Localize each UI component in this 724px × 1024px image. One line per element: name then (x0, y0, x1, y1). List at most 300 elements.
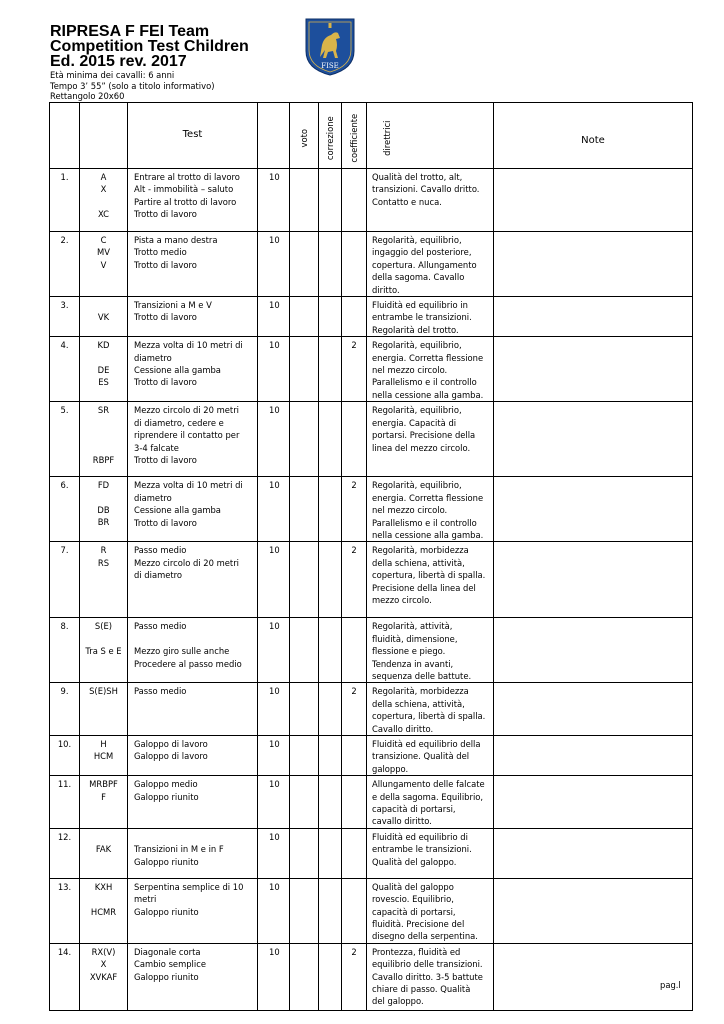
arena-letters (80, 776, 128, 829)
movement-description-line: Mezza volta di 10 metri di (134, 340, 243, 351)
coefficient-value (342, 831, 366, 843)
note-cell (494, 297, 693, 337)
max-score-value: 10 (269, 172, 280, 182)
movement-description-line (134, 633, 257, 645)
movement-description-line: Passo medio (134, 545, 187, 556)
movement-description (128, 618, 258, 683)
movement-number-value: 1. (60, 172, 69, 182)
arena-letters-line: Tra S e E (85, 646, 122, 657)
arena-letters-line: FD (97, 480, 110, 491)
correzione-cell (319, 878, 342, 943)
note-cell (494, 232, 693, 297)
arena-letters-line: BR (97, 517, 110, 528)
movement-description-line: di diametro (134, 570, 183, 581)
max-score-value: 10 (269, 946, 280, 957)
movement-description-line: Galoppo riunito (134, 906, 199, 917)
movement-description-line: Trotto di lavoro (134, 259, 197, 270)
max-score-value: 10 (269, 300, 280, 311)
directive-ideas-line: Fluidità ed equilibrio di (372, 831, 468, 842)
max-score (258, 828, 290, 878)
movement-description (128, 943, 258, 1010)
directive-ideas-line: del galoppo. (372, 996, 424, 1007)
directive-ideas-line: Cavallo diritto. (372, 723, 434, 734)
max-score-value: 10 (269, 686, 280, 697)
directive-ideas (367, 542, 494, 618)
directive-ideas-line: fluidità, dimensione, (372, 633, 458, 644)
max-score-value: 10 (269, 621, 280, 632)
arena-letters-line: H (100, 738, 107, 749)
header-max-cell (258, 103, 290, 169)
page-number: pag.l (660, 980, 681, 990)
movement-number-value: 8. (60, 621, 69, 632)
movement-description-line: Trotto di lavoro (134, 454, 197, 465)
coefficient-value: 2 (351, 545, 357, 556)
movement-description-line: Trotto di lavoro (134, 312, 197, 323)
movement-number (50, 232, 80, 297)
directive-ideas-line: entrambe le transizioni. (372, 844, 472, 855)
fise-logo (298, 15, 362, 77)
note-cell (494, 402, 693, 477)
directive-ideas-line: Regolarità, attività, (372, 621, 453, 632)
directive-ideas-line: copertura, libertà di spalla. (372, 570, 486, 581)
arena-letters-line: RBPF (92, 454, 115, 465)
info-line-arena: Rettangolo 20x60 (50, 91, 125, 101)
coefficient-value (342, 881, 366, 893)
movement-number (50, 735, 80, 775)
voto-cell (290, 735, 319, 775)
max-score (258, 618, 290, 683)
coefficient (342, 878, 367, 943)
table-row (50, 683, 693, 736)
directive-ideas-line: Allungamento delle falcate (372, 779, 485, 790)
arena-letters (80, 297, 128, 337)
arena-letters-line: KXH (94, 881, 113, 892)
movement-number-value: 2. (60, 235, 69, 245)
table-row (50, 337, 693, 402)
voto-cell (290, 232, 319, 297)
table-row (50, 776, 693, 829)
movement-description-line (134, 831, 257, 843)
directive-ideas-line: nel mezzo circolo. (372, 365, 448, 376)
movement-description-line: Mezzo circolo di 20 metri (134, 405, 239, 416)
directive-ideas-line: portarsi. Precisione della (372, 430, 476, 441)
movement-description-line: Galoppo riunito (134, 791, 199, 802)
movement-number (50, 337, 80, 402)
movement-description-line: Galoppo riunito (134, 856, 199, 867)
header-voto: voto (290, 103, 319, 169)
movement-description (128, 542, 258, 618)
movement-description-line: Diagonale corta (134, 946, 201, 957)
coefficient (342, 477, 367, 542)
max-score (258, 232, 290, 297)
directive-ideas-line: Parallelismo e il controllo (372, 517, 477, 528)
correzione-cell (319, 232, 342, 297)
coefficient-value: 2 (351, 686, 357, 697)
arena-letters-line: X (100, 184, 107, 195)
note-cell (494, 169, 693, 232)
directive-ideas-line: Regolarità, equilibrio, (372, 235, 462, 245)
movement-number (50, 828, 80, 878)
directive-ideas-line: transizione. Qualità del (372, 751, 470, 762)
directive-ideas-line: energia. Capacità di (372, 417, 457, 428)
correzione-cell (319, 943, 342, 1010)
directive-ideas (367, 169, 494, 232)
header-direttrici: direttrici (367, 103, 494, 169)
movement-number (50, 402, 80, 477)
voto-cell (290, 297, 319, 337)
arena-letters-line: MV (97, 247, 110, 258)
movement-number-value: 5. (60, 405, 69, 416)
movement-description-line: Galoppo medio (134, 779, 198, 790)
directive-ideas-line: ingaggio del posteriore, (372, 247, 472, 258)
note-cell (494, 828, 693, 878)
max-score-value: 10 (269, 779, 280, 790)
directive-ideas-line: capacità di portarsi, (372, 906, 456, 917)
directive-ideas-line: transizioni. Cavallo dritto. (372, 184, 480, 195)
directive-ideas-line: Regolarità, equilibrio, (372, 405, 462, 416)
directive-ideas-line: Contatto e nuca. (372, 196, 442, 207)
max-score (258, 878, 290, 943)
coefficient (342, 337, 367, 402)
directive-ideas-line: energia. Corretta flessione (372, 492, 484, 503)
max-score-value: 10 (269, 738, 280, 749)
movement-number-value: 3. (60, 300, 69, 311)
max-score (258, 297, 290, 337)
movement-description-line: Passo medio (134, 621, 187, 632)
note-cell (494, 477, 693, 542)
directive-ideas-line: copertura. Allungamento (372, 259, 477, 270)
table-row (50, 402, 693, 477)
movement-description (128, 297, 258, 337)
arena-letters (80, 542, 128, 618)
correzione-cell (319, 776, 342, 829)
coefficient (342, 232, 367, 297)
max-score (258, 337, 290, 402)
note-cell (494, 683, 693, 736)
max-score (258, 477, 290, 542)
header-note: Note (494, 103, 693, 169)
directive-ideas-line: fluidità. Precisione del (372, 919, 465, 930)
score-sheet-table (49, 102, 693, 1011)
table-row (50, 828, 693, 878)
voto-cell (290, 776, 319, 829)
voto-cell (290, 542, 319, 618)
coefficient-value: 2 (351, 946, 357, 957)
directive-ideas-line: Regolarità, equilibrio, (372, 340, 462, 351)
arena-letters (80, 683, 128, 736)
arena-letters-line: A (100, 172, 107, 182)
directive-ideas (367, 943, 494, 1010)
coefficient-value: 2 (351, 340, 357, 351)
arena-letters (80, 618, 128, 683)
movement-description-line: Transizioni in M e in F (134, 844, 224, 855)
coefficient (342, 542, 367, 618)
table-row (50, 297, 693, 337)
movement-description-line: Mezzo circolo di 20 metri (134, 557, 239, 568)
directive-ideas-line: Precisione della linea del (372, 582, 476, 593)
movement-description (128, 878, 258, 943)
voto-cell (290, 169, 319, 232)
coefficient-value (342, 404, 366, 416)
movement-description (128, 337, 258, 402)
header-num-cell (50, 103, 80, 169)
directive-ideas-line: Qualità del trotto, alt, (372, 172, 463, 182)
movement-number (50, 776, 80, 829)
directive-ideas (367, 618, 494, 683)
arena-letters (80, 337, 128, 402)
arena-letters-line (80, 417, 127, 429)
voto-cell (290, 477, 319, 542)
arena-letters-line: KD (97, 340, 110, 351)
voto-cell (290, 828, 319, 878)
table-row (50, 878, 693, 943)
movement-description (128, 169, 258, 232)
title-line-3: Ed. 2015 rev. 2017 (50, 53, 187, 70)
movement-number-value: 9. (60, 686, 69, 697)
movement-description-line: Procedere al passo medio (134, 658, 242, 669)
header-letters-cell (80, 103, 128, 169)
arena-letters (80, 943, 128, 1010)
arena-letters (80, 878, 128, 943)
title-line-2: Competition Test Children (50, 38, 249, 55)
directive-ideas-line: Regolarità, morbidezza (372, 686, 469, 697)
correzione-cell (319, 297, 342, 337)
coefficient (342, 943, 367, 1010)
movement-description-line: Pista a mano destra (134, 235, 218, 245)
movement-description-line: riprendere il contatto per (134, 430, 240, 441)
arena-letters-line (80, 492, 127, 504)
max-score (258, 683, 290, 736)
directive-ideas-line: Qualità del galoppo. (372, 856, 457, 867)
directive-ideas-line: della schiena, attività, (372, 698, 465, 709)
directive-ideas-line: Fluidità ed equilibrio della (372, 738, 481, 749)
arena-letters-line: RX(V) (91, 946, 116, 957)
table-row (50, 735, 693, 775)
note-cell (494, 618, 693, 683)
movement-description-line: Trotto di lavoro (134, 377, 197, 388)
movement-description-line: Galoppo di lavoro (134, 738, 208, 749)
arena-letters-line: R (100, 545, 107, 556)
arena-letters-line: VK (97, 312, 110, 323)
voto-cell (290, 337, 319, 402)
directive-ideas-line: capacità di portarsi, (372, 804, 456, 814)
movement-description-line: Trotto di lavoro (134, 517, 197, 528)
arena-letters (80, 735, 128, 775)
correzione-cell (319, 683, 342, 736)
movement-description-line: Partire al trotto di lavoro (134, 196, 237, 207)
movement-description-line: Alt - immobilità – saluto (134, 184, 234, 195)
table-row (50, 169, 693, 232)
directive-ideas-line: Fluidità ed equilibrio in (372, 300, 468, 311)
movement-description-line: metri (134, 894, 157, 905)
movement-number-value: 11. (57, 779, 72, 790)
arena-letters-line: MRBPF (89, 779, 118, 790)
note-cell (494, 776, 693, 829)
coefficient-value (342, 171, 366, 183)
directive-ideas-line: della sagoma. Cavallo (372, 272, 465, 283)
movement-description-line: Trotto di lavoro (134, 209, 197, 220)
movement-description-line: Passo medio (134, 686, 187, 697)
note-cell (494, 735, 693, 775)
directive-ideas-line: equilibrio delle transizioni. (372, 959, 483, 970)
max-score (258, 943, 290, 1010)
correzione-cell (319, 169, 342, 232)
max-score (258, 735, 290, 775)
directive-ideas-line: sequenza delle battute. (372, 670, 472, 681)
directive-ideas-line: chiare di passo. Qualità (372, 984, 471, 995)
coefficient (342, 297, 367, 337)
arena-letters-line: C (100, 235, 107, 245)
directive-ideas (367, 477, 494, 542)
max-score (258, 402, 290, 477)
voto-cell (290, 943, 319, 1010)
arena-letters-line (80, 352, 127, 364)
movement-description-line: Galoppo di lavoro (134, 751, 208, 762)
directive-ideas (367, 828, 494, 878)
directive-ideas-line: entrambe le transizioni. (372, 312, 472, 323)
arena-letters-line (80, 633, 127, 645)
directive-ideas-line: e della sagoma. Equilibrio, (372, 791, 484, 802)
arena-letters (80, 828, 128, 878)
movement-number-value: 10. (57, 738, 72, 749)
correzione-cell (319, 735, 342, 775)
movement-number-value: 12. (57, 831, 72, 842)
voto-cell (290, 878, 319, 943)
movement-description-line: Entrare al trotto di lavoro (134, 172, 240, 182)
max-score-value: 10 (269, 881, 280, 892)
movement-number-value: 13. (57, 881, 72, 892)
movement-number (50, 618, 80, 683)
directive-ideas-line: Tendenza in avanti, (372, 658, 454, 669)
directive-ideas (367, 297, 494, 337)
movement-description-line: di diametro, cedere e (134, 417, 224, 428)
coefficient (342, 402, 367, 477)
max-score-value: 10 (269, 235, 280, 245)
table-header-row (50, 103, 693, 169)
arena-letters-line (80, 196, 127, 208)
directive-ideas-line: rovescio. Equilibrio, (372, 894, 454, 905)
coefficient (342, 776, 367, 829)
voto-cell (290, 402, 319, 477)
coefficient-value (342, 234, 366, 246)
movement-number-value: 4. (60, 340, 69, 351)
arena-letters-line: S(E)SH (89, 686, 118, 697)
coefficient (342, 683, 367, 736)
correzione-cell (319, 477, 342, 542)
note-cell (494, 337, 693, 402)
arena-letters-line: HCM (93, 751, 114, 762)
note-cell (494, 878, 693, 943)
arena-letters (80, 169, 128, 232)
correzione-cell (319, 828, 342, 878)
directive-ideas-line: linea del mezzo circolo. (372, 442, 471, 453)
correzione-cell (319, 618, 342, 683)
directive-ideas (367, 337, 494, 402)
arena-letters-line (80, 831, 127, 843)
max-score-value: 10 (269, 831, 280, 842)
correzione-cell (319, 542, 342, 618)
coefficient-value (342, 299, 366, 311)
table-row (50, 943, 693, 1010)
arena-letters-line: DB (97, 505, 110, 516)
movement-description (128, 683, 258, 736)
note-cell (494, 542, 693, 618)
movement-description-line: Transizioni a M e V (134, 300, 212, 311)
movement-number (50, 943, 80, 1010)
directive-ideas-line: disegno della serpentina. (372, 931, 478, 942)
arena-letters-line: ES (98, 377, 109, 388)
directive-ideas-line: nella cessione alla gamba. (372, 389, 484, 400)
max-score-value: 10 (269, 405, 280, 416)
correzione-cell (319, 337, 342, 402)
max-score (258, 169, 290, 232)
directive-ideas (367, 878, 494, 943)
arena-letters (80, 477, 128, 542)
movement-description (128, 828, 258, 878)
movement-number (50, 169, 80, 232)
directive-ideas-line: Regolarità, morbidezza (372, 545, 469, 556)
directive-ideas-line: Regolarità, equilibrio, (372, 480, 462, 491)
movement-number (50, 297, 80, 337)
directive-ideas-line: Cavallo diritto. 3-5 battute (372, 971, 483, 982)
header-correzione: correzione (319, 103, 342, 169)
movement-number (50, 542, 80, 618)
arena-letters-line: X (100, 959, 107, 970)
directive-ideas-line: cavallo diritto. (372, 816, 432, 827)
arena-letters-line: S(E) (94, 621, 113, 632)
arena-letters-line: XC (98, 209, 109, 220)
movement-description-line: 3-4 falcate (134, 442, 179, 453)
table-row (50, 618, 693, 683)
directive-ideas-line: diritto. (372, 284, 400, 295)
directive-ideas-line: Regolarità del trotto. (372, 324, 459, 335)
max-score-value: 10 (269, 545, 280, 556)
arena-letters-line: FAK (95, 844, 112, 855)
movement-description-line: Mezza volta di 10 metri di (134, 480, 243, 491)
arena-letters-line: RS (97, 557, 110, 568)
movement-description (128, 477, 258, 542)
movement-number (50, 477, 80, 542)
page-title (50, 24, 249, 69)
movement-description-line: Galoppo riunito (134, 971, 199, 982)
directive-ideas-line: nella cessione alla gamba. (372, 529, 484, 540)
movement-description-line: Cambio semplice (134, 959, 206, 970)
arena-letters-line: XVKAF (89, 971, 118, 982)
movement-description (128, 776, 258, 829)
coefficient (342, 169, 367, 232)
voto-cell (290, 618, 319, 683)
arena-letters-line (80, 441, 127, 453)
arena-letters-line (80, 893, 127, 905)
movement-number-value: 14. (57, 946, 72, 957)
arena-letters (80, 402, 128, 477)
header-coefficiente: coefficiente (342, 103, 367, 169)
directive-ideas (367, 776, 494, 829)
title-line-1: RIPRESA F FEI Team (50, 23, 210, 40)
max-score-value: 10 (269, 480, 280, 491)
movement-description-line: Mezzo giro sulle anche (134, 646, 230, 657)
movement-description-line: Cessione alla gamba (134, 365, 221, 376)
max-score-value: 10 (269, 340, 280, 351)
movement-number-value: 7. (60, 545, 69, 556)
arena-letters-line: F (101, 791, 106, 802)
arena-letters-line: SR (97, 405, 110, 416)
directive-ideas (367, 683, 494, 736)
directive-ideas (367, 402, 494, 477)
directive-ideas-line: Qualità del galoppo (372, 881, 454, 892)
coefficient (342, 735, 367, 775)
directive-ideas-line: della schiena, attività, (372, 557, 465, 568)
